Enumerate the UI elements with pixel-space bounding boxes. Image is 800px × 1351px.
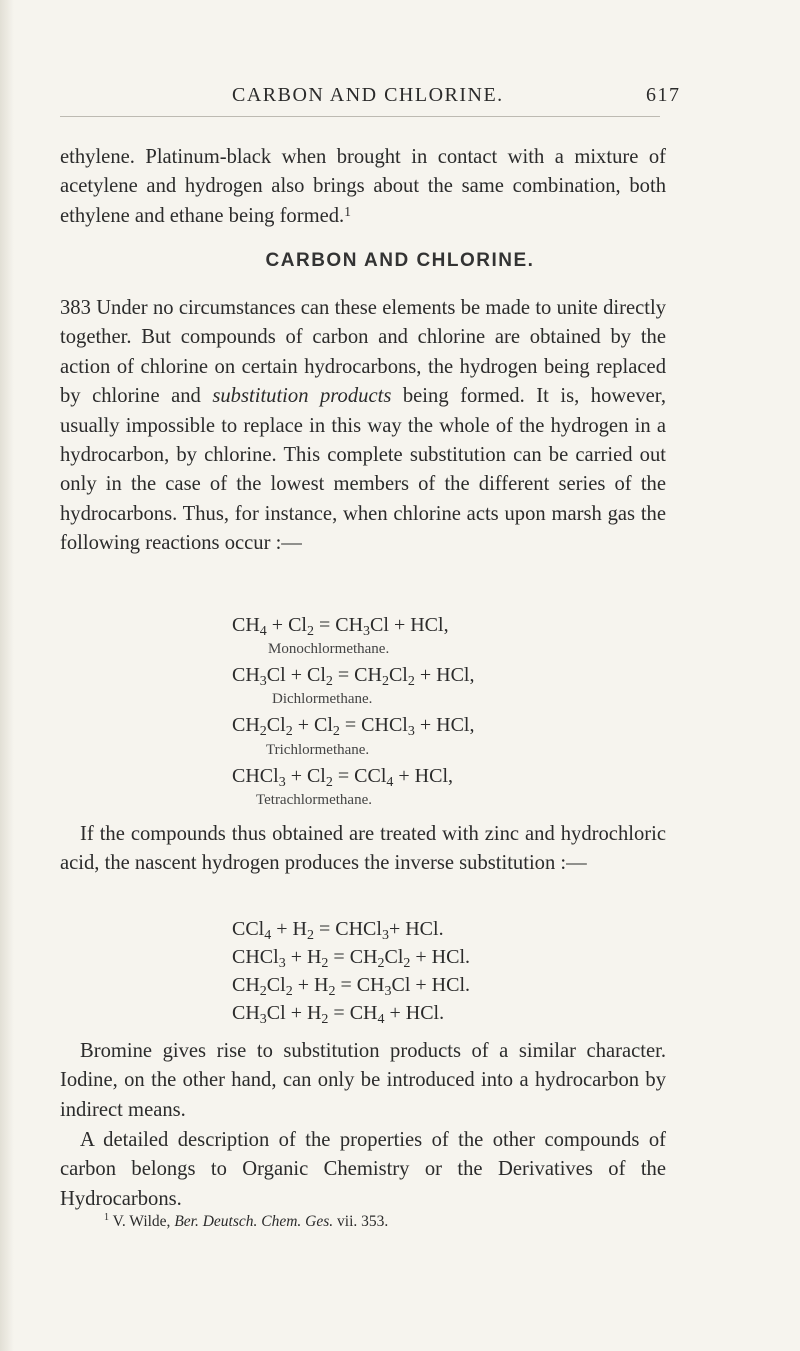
equation-3: $CH_2Cl_2 + Cl_2$ = CHCl$_3$ + HCl, <box>232 714 475 739</box>
section-heading: CARBON AND CHLORINE. <box>265 250 535 271</box>
inverse-equation-2: CHCl$_3$ + $H_2 = CH_2Cl_2$ + HCl. <box>232 946 471 971</box>
paragraph-detail-text: A detailed description of the properties of the other compounds of carbon belongs to Organic Chemistry or the Derivatives of the Hydrocarbons. <box>60 1129 666 1210</box>
inverse-equation-4: $CH_3Cl + H_2 = CH_4$ + HCl. <box>232 1002 445 1027</box>
paragraph-inverse <box>60 820 666 879</box>
paragraph-inverse-text: If the compounds thus obtained are treated with zinc and hydrochloric acid, the nascent hydrogen produces the inverse substitution :— <box>60 823 666 875</box>
equation-4: CHCl$_3$ + $Cl_2 = CCl_4$ + HCl, <box>232 765 454 790</box>
footnote-mark: 1 <box>104 1212 110 1223</box>
intro-text: ethylene. Platinum-black when brought in contact with a mixture of acetylene and hydrogen also brings about the same combination, both ethylene and ethane being formed. <box>60 146 666 227</box>
inverse-equation-3: $CH_2Cl_2 + H_2 = CH_3Cl$ + HCl. <box>232 974 471 999</box>
paragraph-383-italic: substitution products <box>212 385 392 408</box>
footnote-reference: vii. 353. <box>337 1213 389 1230</box>
footnote-ref: 1 <box>344 203 351 219</box>
paragraph-383-text-b: being formed. It is, however, usually impossible to replace in this way the whole of the hydrogen in a hydrocarbon, by chlorine. This complete substitution can be carried out only in the case of the lowest members of the different series of the hydrocarbons. Thus, for instance, when chlorine acts upon marsh gas the following reactions occur :— <box>60 385 666 555</box>
paragraph-number: 383 <box>60 297 91 319</box>
equation-4-name: Tetrachlormethane. <box>256 792 372 808</box>
equation-3-name: Trichlormethane. <box>266 742 370 758</box>
paragraph-383 <box>60 294 666 559</box>
equation-2-name: Dichlormethane. <box>272 691 373 707</box>
intro-paragraph <box>60 143 666 231</box>
equation-2: $CH_3Cl + Cl_2 = CH_2Cl_2$ + HCl, <box>232 664 475 689</box>
paragraph-bromine-text: Bromine gives rise to substitution products of a similar character. Iodine, on the other hand, can only be introduced into a hydrocarbon by indirect means. <box>60 1040 666 1121</box>
header-rule <box>60 116 660 117</box>
page-number: 617 <box>646 84 681 106</box>
equation-1: $CH_4 + Cl_2 = CH_3Cl$ + HCl, <box>232 614 449 639</box>
running-head-title: CARBON AND CHLORINE. <box>232 84 504 106</box>
footnote-author: V. Wilde, <box>112 1213 171 1230</box>
paragraph-bromine <box>60 1037 666 1125</box>
paragraph-detail <box>60 1126 666 1214</box>
paragraph-383-text-a: Under no circumstances can these elements be made to unite directly together. But compounds of carbon and chlorine are obtained by the action of chlorine on certain hydrocarbons, the hydrogen being replaced by chlorine and <box>60 297 666 408</box>
footnote-journal: Ber. Deutsch. Chem. Ges. <box>174 1213 334 1230</box>
inverse-equation-1: $CCl_4 + H_2$ = CHCl$_3$+ HCl. <box>232 918 444 943</box>
footnote <box>104 1213 388 1231</box>
equation-1-name: Monochlormethane. <box>268 641 390 657</box>
page-binding-shadow <box>0 0 14 1351</box>
